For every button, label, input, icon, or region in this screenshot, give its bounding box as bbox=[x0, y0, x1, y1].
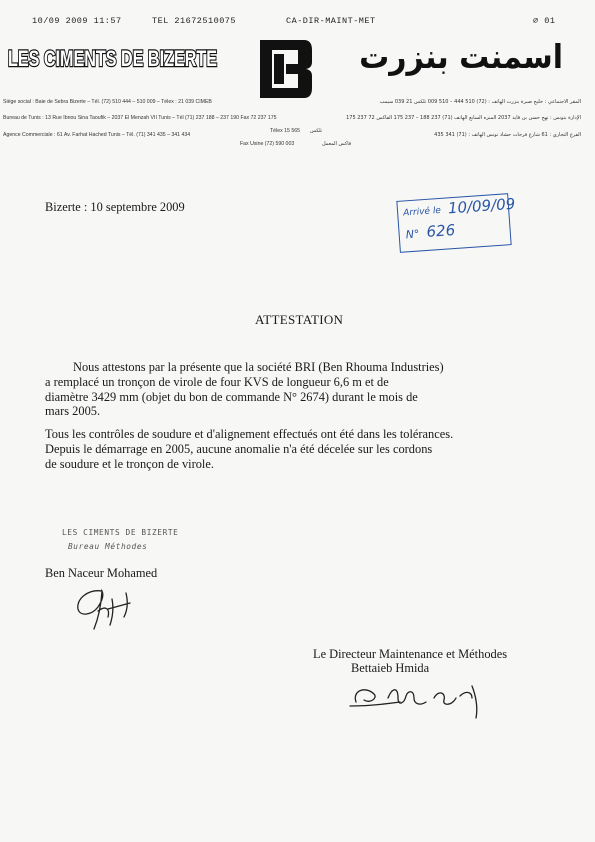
telex: Télex 15 565 bbox=[270, 128, 300, 134]
body-line-7: de soudure et le tronçon de virole. bbox=[45, 457, 214, 471]
fax-usine: Fax Usine (72) 590 003 bbox=[240, 141, 295, 147]
place-date: Bizerte : 10 septembre 2009 bbox=[45, 200, 185, 214]
signature-left bbox=[68, 585, 148, 633]
body-line-2: a remplacé un tronçon de virole de four KVS de longueur 6,6 m et de bbox=[45, 375, 389, 389]
company-logo bbox=[252, 36, 318, 102]
company-name-ar: اسمنت بنزرت bbox=[359, 38, 563, 77]
signer-right-title: Le Directeur Maintenance et Méthodes bbox=[313, 647, 508, 661]
received-number: 626 bbox=[425, 220, 456, 241]
fax-station: CA-DIR-MAINT-MET bbox=[286, 16, 376, 26]
telex-ar: تلكس bbox=[310, 128, 323, 134]
fax-tel: TEL 21672510075 bbox=[152, 16, 237, 26]
svg-text:LES CIMENTS DE BIZERTE: LES CIMENTS DE BIZERTE bbox=[8, 46, 217, 71]
received-label: Arrivé le bbox=[402, 205, 442, 219]
address-line-ar-1: المقر الاجتماعي : خليج صبرة بنزرت الهاتف : (72) 510 444 – 510 009 تلكس 21 039 سيمب bbox=[379, 99, 581, 105]
received-date: 10/09/09 bbox=[447, 194, 516, 218]
body-line-3: diamètre 3429 mm (objet du bon de commande N° 2674) durant le mois de bbox=[45, 390, 418, 404]
company-stamp-line-1: LES CIMENTS DE BIZERTE bbox=[62, 528, 179, 537]
fax-datetime: 10/09 2009 11:57 bbox=[32, 16, 122, 26]
received-stamp bbox=[396, 193, 516, 253]
signer-left-name: Ben Naceur Mohamed bbox=[45, 566, 158, 580]
received-number-label: N° bbox=[405, 227, 420, 242]
body-line-5: Tous les contrôles de soudure et d'alignement effectués ont été dans les tolérances. bbox=[45, 427, 454, 441]
document-title: ATTESTATION bbox=[255, 312, 344, 327]
address-line-fr-2: Bureau de Tunis : 13 Rue Ibnou Sina Taoufik – 2037 El Menzah VII Tunis – Tél (71) 237 188 – 237 190 Fax 72 237 175 bbox=[3, 115, 277, 121]
address-line-fr-1: Siège social : Baie de Sebra Bizerte – Tél. (72) 510 444 – 510 009 – Télex : 21 039 CIMEB bbox=[3, 99, 212, 105]
address-line-fr-3: Agence Commerciale : 61 Av. Farhat Hached Tunis – Tél. (71) 341 435 – 341 434 bbox=[3, 132, 191, 138]
signature-right bbox=[348, 676, 498, 722]
address-line-ar-3: الفرع التجاري : 61 شارع فرحات حشاد تونس الهاتف : (71) 341 435 bbox=[434, 132, 581, 138]
signer-right-name: Bettaieb Hmida bbox=[351, 661, 430, 675]
body-line-6: Depuis le démarrage en 2005, aucune anomalie n'a été décelée sur les cordons bbox=[45, 442, 433, 456]
company-name-logo-fr bbox=[7, 46, 219, 70]
body-line-4: mars 2005. bbox=[45, 404, 101, 418]
body-line-1: Nous attestons par la présente que la société BRI (Ben Rhouma Industries) bbox=[73, 360, 444, 374]
fax-page: ∅ 01 bbox=[533, 16, 556, 26]
fax-usine-ar: فاكس المعمل bbox=[322, 141, 352, 147]
address-line-ar-2: الإدارة بتونس : نهج حسن بن قايد 2037 المنزه السابع الهاتف (71) 237 188 – 237 175 الفاكس 72 237 175 bbox=[346, 115, 581, 121]
company-stamp-line-2: Bureau Méthodes bbox=[68, 542, 148, 551]
